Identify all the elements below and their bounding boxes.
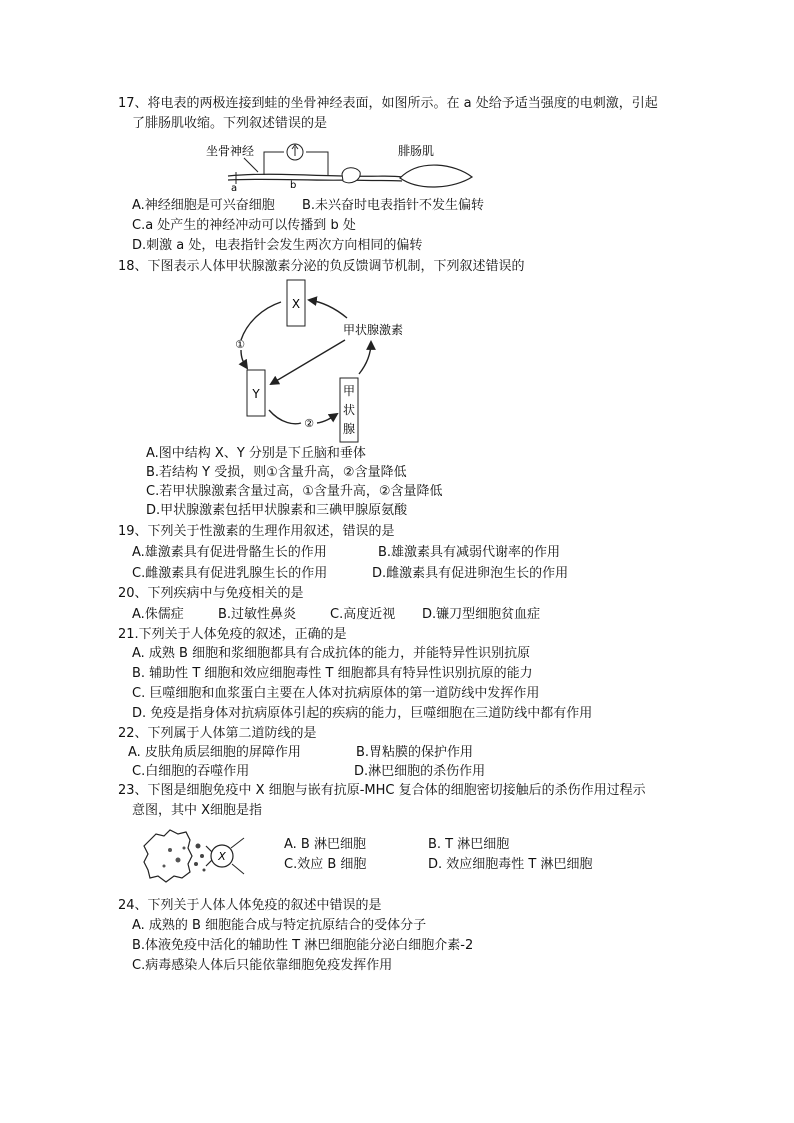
q23-option-c: C.效应 B 细胞	[284, 857, 367, 872]
q20-option-b: B.过敏性鼻炎	[218, 607, 297, 622]
q20-option-c: C.高度近视	[330, 607, 396, 622]
q21-stem: 21.下列关于人体免疫的叙述，正确的是	[118, 627, 347, 642]
point-b-label: b	[290, 180, 297, 191]
q18-option-c: C.若甲状腺激素含量过高，①含量升高，②含量降低	[146, 484, 443, 499]
meter-left-wire	[264, 152, 284, 175]
q20-option-d: D.镰刀型细胞贫血症	[422, 607, 541, 622]
t-cell-killing-figure	[140, 826, 260, 886]
released-fragment	[203, 869, 206, 872]
thyroid-gland-label-2: 状	[342, 403, 356, 417]
q18-option-d: D.甲状腺激素包括甲状腺素和三碘甲腺原氨酸	[146, 503, 408, 518]
q19-option-c: C.雌激素具有促进乳腺生长的作用	[132, 566, 328, 581]
arrow-hormone-to-x	[309, 300, 347, 318]
q18-stem: 18、下图表示人体甲状腺激素分泌的负反馈调节机制，下列叙述错误的	[118, 259, 525, 274]
q21-option-a: A. 成熟 B 细胞和浆细胞都具有合成抗体的能力，并能特异性识别抗原	[132, 646, 531, 661]
target-cell-granule	[163, 865, 166, 868]
thyroid-gland-label-1: 甲	[342, 384, 356, 398]
q24-option-a: A. 成熟的 B 细胞能合成与特定抗原结合的受体分子	[132, 918, 427, 933]
q24-option-c: C.病毒感染人体后只能依靠细胞免疫发挥作用	[132, 958, 393, 973]
q21-option-c: C. 巨噬细胞和血浆蛋白主要在人体对抗病原体的第一道防线中发挥作用	[132, 686, 540, 701]
q20-stem: 20、下列疾病中与免疫相关的是	[118, 586, 304, 601]
released-fragment	[200, 854, 204, 858]
thyroid-gland-label-3: 腺	[342, 422, 356, 436]
q17-option-b: B.未兴奋时电表指针不发生偏转	[302, 198, 485, 213]
released-fragment	[196, 844, 201, 849]
nerve-upper-line	[228, 174, 402, 177]
point-a-label: a	[231, 183, 238, 192]
sciatic-nerve-label: 坐骨神经	[206, 144, 255, 158]
target-cell-granule	[176, 858, 181, 863]
meter-right-wire	[306, 152, 328, 175]
q22-option-b: B.胃粘膜的保护作用	[356, 745, 474, 760]
q22-option-d: D.淋巴细胞的杀伤作用	[354, 764, 486, 779]
x-cell-label: X	[218, 850, 226, 863]
arrow-x-to-y	[241, 350, 247, 368]
q18-option-a: A.图中结构 X、Y 分别是下丘脑和垂体	[146, 446, 366, 461]
arrow-hormone-to-y	[271, 340, 345, 384]
nerve-label-pointer	[244, 158, 258, 172]
q21-option-d: D. 免疫是指身体对抗病原体引起的疾病的能力，巨噬细胞在三道防线中都有作用	[132, 706, 593, 721]
q19-option-b: B.雄激素具有减弱代谢率的作用	[378, 545, 561, 560]
q21-option-b: B. 辅助性 T 细胞和效应细胞毒性 T 细胞都具有特异性识别抗原的能力	[132, 666, 533, 681]
arrow-y-to-gland-left	[269, 410, 301, 424]
thyroid-hormone-label: 甲状腺激素	[343, 323, 404, 337]
x-cell-projection	[232, 864, 244, 874]
nerve-lower-line	[228, 179, 402, 181]
q23-option-a: A. B 淋巴细胞	[284, 837, 366, 852]
structure-y-label: Y	[252, 387, 260, 401]
q17-stem-line1: 17、将电表的两极连接到蛙的坐骨神经表面，如图所示。在 a 处给予适当强度的电刺激，引起	[118, 96, 658, 111]
q18-option-b: B.若结构 Y 受损，则①含量升高，②含量降低	[146, 465, 407, 480]
receptor-arm	[206, 846, 212, 852]
target-cell-granule	[183, 847, 186, 850]
q22-stem: 22、下列属于人体第二道防线的是	[118, 726, 317, 741]
q23-option-b: B. T 淋巴细胞	[428, 837, 510, 852]
q19-option-a: A.雄激素具有促进骨骼生长的作用	[132, 545, 327, 560]
q17-option-a: A.神经细胞是可兴奋细胞	[132, 198, 275, 213]
receptor-arm	[206, 860, 212, 866]
arrow-y-to-gland	[317, 414, 337, 423]
q22-option-a: A. 皮肤角质层细胞的屏障作用	[128, 745, 301, 760]
gastrocnemius-muscle	[400, 165, 472, 187]
nerve-muscle-figure	[200, 140, 480, 192]
q23-stem-line2: 意图，其中 X细胞是指	[132, 803, 263, 818]
q23-stem-line1: 23、下图是细胞免疫中 X 细胞与嵌有抗原-MHC 复合体的细胞密切接触后的杀伤作用过程示	[118, 783, 646, 798]
q23-option-d: D. 效应细胞毒性 T 淋巴细胞	[428, 857, 593, 872]
q19-option-d: D.雌激素具有促进卵泡生长的作用	[372, 566, 569, 581]
thyroid-feedback-figure	[225, 278, 425, 448]
q24-option-b: B.体液免疫中活化的辅助性 T 淋巴细胞能分泌白细胞介素-2	[132, 938, 474, 953]
q20-option-a: A.侏儒症	[132, 607, 184, 622]
q17-option-d: D.刺激 a 处，电表指针会发生两次方向相同的偏转	[132, 238, 423, 253]
gastrocnemius-label: 腓肠肌	[398, 144, 435, 158]
q17-option-c: C.a 处产生的神经冲动可以传播到 b 处	[132, 218, 356, 233]
arrow-x-to-y-upper	[241, 302, 281, 340]
q22-option-c: C.白细胞的吞噬作用	[132, 764, 250, 779]
arrow-gland-to-hormone	[359, 342, 371, 374]
marker-2: ②	[304, 417, 314, 430]
q24-stem: 24、下列关于人体人体免疫的叙述中错误的是	[118, 898, 382, 913]
target-cell	[144, 830, 192, 882]
target-cell-granule	[168, 848, 172, 852]
marker-1: ①	[235, 338, 245, 351]
structure-x-label: X	[291, 297, 301, 311]
q17-stem-line2: 了腓肠肌收缩。下列叙述错误的是	[132, 116, 328, 131]
x-cell-projection	[231, 838, 244, 848]
q19-stem: 19、下列关于性激素的生理作用叙述，错误的是	[118, 524, 395, 539]
released-fragment	[194, 862, 198, 866]
